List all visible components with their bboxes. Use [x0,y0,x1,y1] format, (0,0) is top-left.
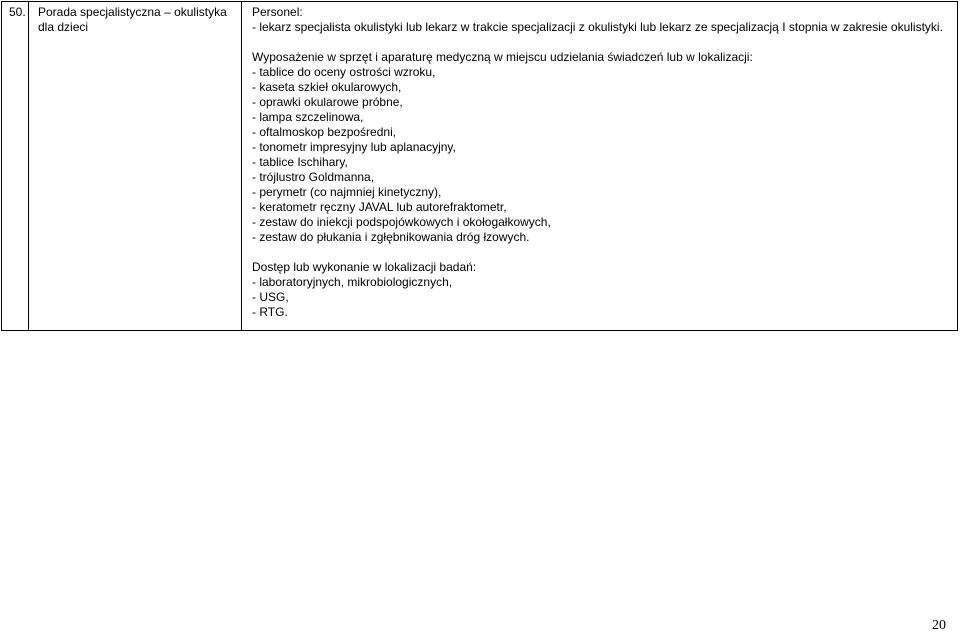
row-number: 50. [9,5,26,19]
list-item: - kaseta szkieł okularowych, [252,80,402,94]
equipment-section [252,50,953,245]
list-item: - zestaw do płukania i zgłębnikowania dróg łzowych. [252,230,530,244]
access-section [252,260,953,320]
list-item: - USG, [252,290,289,304]
list-item: - perymetr (co najmniej kinetyczny), [252,185,442,199]
list-item: - tablice do oceny ostrości wzroku, [252,65,436,79]
list-item: - RTG. [252,305,288,319]
list-item: - lampa szczelinowa, [252,110,364,124]
list-item: - oftalmoskop bezpośredni, [252,125,397,139]
page-number: 20 [932,618,946,633]
row-number-cell [2,2,29,331]
list-item: - tonometr impresyjny lub aplanacyjny, [252,140,456,154]
service-name: Porada specjalistyczna – okulistyka dla dzieci [38,5,227,34]
list-item: - laboratoryjnych, mikrobiologicznych, [252,275,453,289]
staff-heading: Personel: [252,5,303,19]
staff-section [252,5,953,35]
access-heading: Dostęp lub wykonanie w lokalizacji badań: [252,260,477,274]
list-item: - zestaw do iniekcji podspojówkowych i okołogałkowych, [252,215,551,229]
list-item: - keratometr ręczny JAVAL lub autorefraktometr, [252,200,507,214]
service-name-cell [29,2,242,331]
table-row [2,2,958,331]
list-item: - trójlustro Goldmanna, [252,170,375,184]
requirements-cell [242,2,958,331]
staff-item: - lekarz specjalista okulistyki lub lekarz w trakcie specjalizacji z okulistyki lub lekarz ze specjalizacją I stopnia w zakresie okulistyki. [252,20,943,34]
equipment-heading: Wyposażenie w sprzęt i aparaturę medyczną w miejscu udzielania świadczeń lub w lokalizacji: [252,50,753,64]
list-item: - oprawki okularowe próbne, [252,95,403,109]
list-item: - tablice Ischihary, [252,155,348,169]
requirements-table [1,1,958,331]
